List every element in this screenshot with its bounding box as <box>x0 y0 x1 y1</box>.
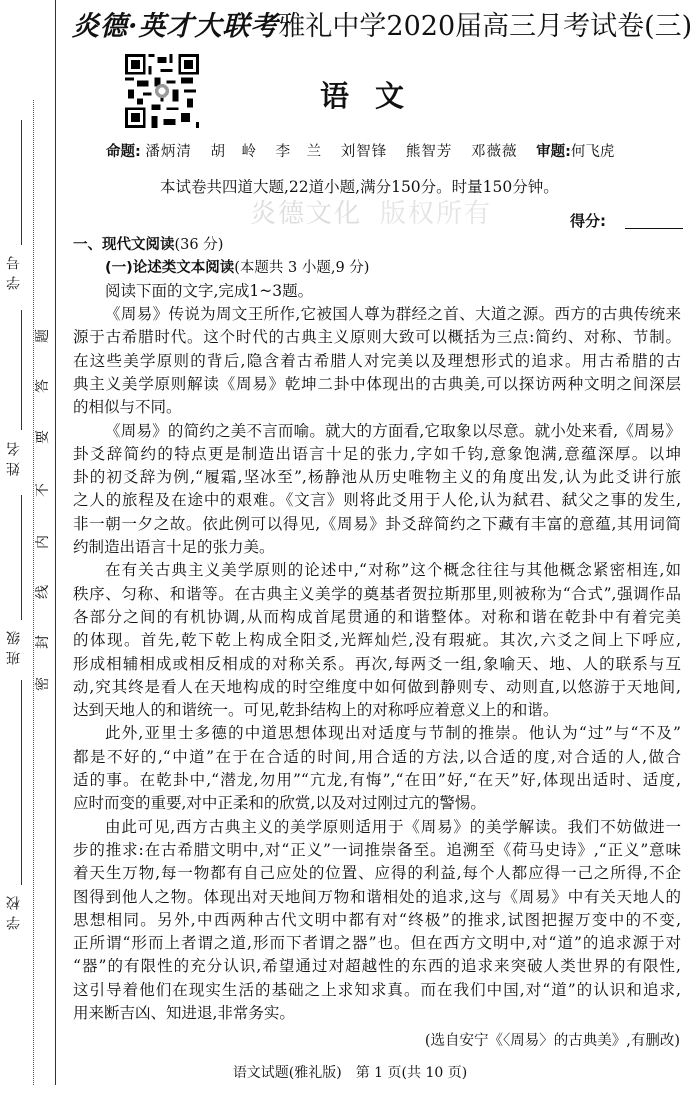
passage-line: 的体现。首先,乾下乾上构成全阳爻,光辉灿烂,没有瑕疵。其次,六爻之间上下呼应, <box>73 631 681 650</box>
seal-char: 答 <box>35 379 51 393</box>
seal-char: 要 <box>35 430 51 444</box>
school-label: 学校 <box>6 890 22 930</box>
passage-line: 着天生万物,每一物都有自己应处的位置、应得的利益,每个人都应得一己之所得,不企 <box>73 864 681 883</box>
score-blank[interactable] <box>625 228 683 229</box>
section-score: (36 分) <box>174 237 224 253</box>
passage-line: 典主义美学原则解读《周易》乾坤二卦中体现出的古典美,可以探访两种文明之间深层 <box>73 374 681 393</box>
passage-line: 都是不好的,“中道”在于在合适的时间,用合适的方法,以合适的度,对合适的人,做合 <box>73 747 681 766</box>
authors-line <box>106 140 614 161</box>
student-id-label: 学号 <box>6 250 22 290</box>
seal-char: 密 <box>35 677 51 691</box>
passage-line: 动,究其终是看人在天地构成的时空维度中如何做到静则专、动则直,以悠游于天地间, <box>73 677 681 696</box>
passage-line: 正所谓“形而上者谓之道,形而下者谓之器”也。但在西方文明中,对“道”的追求源于对 <box>73 934 681 953</box>
passage-line: 这引导着他们在现实生活的基础之上求知求真。而在我们中国,对“道”的认识和追求, <box>73 980 681 999</box>
score-label: 得分: <box>570 212 606 230</box>
author: 邓薇薇 <box>470 144 518 160</box>
subsection-score: (本题共 3 小题,9 分) <box>234 260 370 276</box>
passage-line: 约制造出语言十足的张力美。 <box>73 538 275 556</box>
passage-line: “器”的有限性的充分认识,希望通过对超越性的东西的追求来突破人类世界的有限性, <box>73 957 681 976</box>
passage-line: 用来断吉凶、知进退,非常务实。 <box>73 1004 295 1022</box>
seal-char: 题 <box>35 329 51 343</box>
school-blank[interactable] <box>21 680 22 885</box>
passage-line: 源于古希腊时代。这个时代的古典主义原则大致可以概括为三点:简约、对称、节制。 <box>73 328 681 347</box>
reviewer: 何飞虎 <box>570 144 615 160</box>
passage-line: 应时而变的重要,对中正柔和的欣赏,以及对过刚过亢的警惕。 <box>73 794 486 813</box>
exam-info: 本试卷共四道大题,22道小题,满分150分。时量150分钟。 <box>160 178 559 196</box>
qr-code-icon <box>125 54 199 128</box>
student-id-blank[interactable] <box>21 120 22 245</box>
exam-title <box>72 4 694 43</box>
passage-line: 各部分之间的有机协调,从而构成首尾贯通的和谐整体。对称和谐在乾卦中有着完美 <box>73 607 681 626</box>
subsection-title: (一)论述类文本阅读 <box>105 260 235 276</box>
subject-title: 语文 <box>320 79 431 113</box>
passage-line: 之人的旅程及在途中的艰难。《文言》则将此爻用于人伦,认为弑君、弑父之事的发生, <box>73 491 681 510</box>
passage-line: 达到天地人的和谐统一。可见,乾卦结构上的对称呼应着意义上的和谐。 <box>73 701 559 720</box>
passage-line: 《周易》的简约之美不言而喻。就大的方面看,它取象以尽意。就小处来看,《周易》 <box>105 421 681 440</box>
passage-line: 在这些美学原则的背后,隐含着古希腊人对完美以及理想形式的追求。用古希腊的古 <box>73 351 681 370</box>
name-label: 姓名 <box>6 436 22 476</box>
author: 熊智芳 <box>405 144 453 160</box>
seal-char: 不 <box>35 483 51 497</box>
passage-line: 在有关古典主义美学原则的论述中,“对称”这个概念往往与其他概念紧密相连,如 <box>105 561 681 580</box>
watermark: 版权所有 <box>380 199 493 229</box>
passage-line: 秩序、匀称、和谐等。在古典主义美学的奠基者贺拉斯那里,则被称为“合式”,强调作品 <box>73 584 681 603</box>
margin-rule <box>55 0 56 1085</box>
passage-line: 适的事。在乾卦中,“潜龙,勿用”“亢龙,有悔”,“在田”好,“在天”好,体现出适时、适度, <box>73 771 681 789</box>
passage-line: 此外,亚里士多德的中道思想体现出对适度与节制的推崇。他认为“过”与“不及” <box>105 724 681 743</box>
passage-line: 思想相同。另外,中西两种古代文明中都有对“终极”的推求,试图把握万变中的不变, <box>73 910 681 929</box>
exam-name: 雅礼中学2020届高三月考试卷(三) <box>278 11 693 42</box>
author: 胡 岭 <box>210 144 258 160</box>
subsection-heading <box>105 257 681 280</box>
page-footer: 语文试题(雅礼版) 第 1 页(共 10 页) <box>232 1065 468 1081</box>
source-citation: (选自安宁《〈周易〉的古典美》,有删改) <box>424 1033 680 1049</box>
author: 潘炳清 <box>145 144 192 160</box>
passage-line: 形成相辅相成或相反相成的对称关系。再次,每两爻一组,象喻天、地、人的联系与互 <box>73 654 681 673</box>
watermark: 炎德文化 <box>250 199 363 229</box>
passage-line: 卦的初爻辞为例,“履霜,坚冰至”,杨静池从历史唯物主义的角度出发,认为此爻讲行旅 <box>73 468 681 487</box>
section-title: 一、现代文阅读 <box>73 237 175 253</box>
passage-line: 图得到他人之物。体现出对天地间万物和谐相处的追求,这与《周易》中有关天地人的 <box>73 887 681 906</box>
instruction: 阅读下面的文字,完成1~3题。 <box>105 282 314 300</box>
class-label: 班级 <box>6 625 22 665</box>
name-blank[interactable] <box>21 310 22 430</box>
author: 李 兰 <box>275 144 323 160</box>
authors-label: 命题: <box>106 144 141 160</box>
passage-line: 的相似与不同。 <box>73 398 182 417</box>
section-heading <box>73 234 681 257</box>
seal-char: 线 <box>35 585 51 599</box>
passage-line: 由此可见,西方古典主义的美学原则适用于《周易》的美学解读。我们不妨做进一 <box>105 817 681 836</box>
reviewer-label: 审题: <box>536 144 571 160</box>
passage-line: 卦爻辞简约的特点更是制造出语言十足的张力,字如千钧,意象饱满,意蕴深厚。以坤 <box>73 444 681 463</box>
class-blank[interactable] <box>21 495 22 620</box>
passage-line: 非一朝一夕之故。依此例可以得见,《周易》卦爻辞简约之下藏有丰富的意蕴,其用词简 <box>73 514 681 533</box>
passage-line: 《周易》传说为周文王所作,它被国人尊为群经之首、大道之源。西方的古典传统来 <box>105 305 681 323</box>
seal-char: 内 <box>35 535 51 549</box>
author: 刘智锋 <box>340 144 388 160</box>
passage-line: 步的推求:在古希腊文明中,对“正义”一词推崇备至。追溯至《荷马史诗》,“正义”意味 <box>73 840 681 859</box>
brand-name: 炎德·英才大联考 <box>72 11 279 42</box>
seal-char: 封 <box>35 635 51 649</box>
